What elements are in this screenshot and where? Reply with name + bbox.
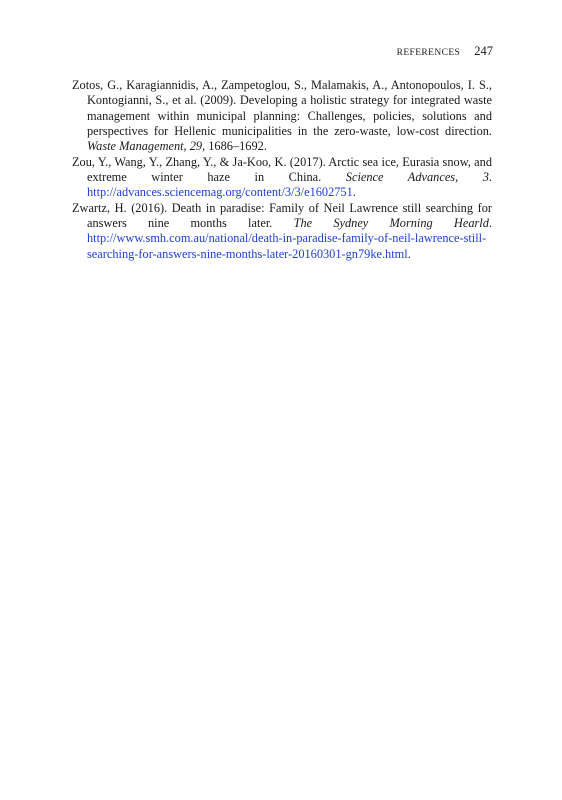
reference-entry	[72, 78, 492, 155]
reference-list	[72, 78, 492, 262]
reference-end: .	[352, 185, 356, 200]
reference-pages: , 1686–1692.	[202, 139, 267, 154]
reference-text: Zou, Y., Wang, Y., Zhang, Y., & Ja-Koo, K. (2017). Arctic sea ice, Eurasia snow, and extreme winter haze in China.	[72, 154, 492, 185]
reference-end: .	[407, 246, 411, 261]
reference-source: Waste Management, 29	[87, 139, 203, 154]
running-head: REFERENCES	[396, 48, 461, 58]
reference-entry	[72, 155, 492, 201]
reference-separator: .	[488, 170, 492, 185]
reference-separator: .	[488, 216, 492, 231]
reference-entry	[72, 201, 492, 262]
reference-text: Zwartz, H. (2016). Death in paradise: Family of Neil Lawrence still searching for answers nine months later.	[72, 200, 492, 231]
page-number: 247	[474, 44, 493, 58]
page-header	[397, 44, 493, 59]
reference-source: Science Advances, 3	[345, 170, 489, 185]
reference-link[interactable]: http://www.smh.com.au/national/death-in-paradise-family-of-neil-lawrence-still-searching-for-answers-nine-months-later-20160301-gn79ke.html	[87, 231, 487, 261]
reference-link[interactable]: http://advances.sciencemag.org/content/3/3/e1602751	[87, 185, 353, 200]
reference-source: The Sydney Morning Hearld	[293, 216, 489, 231]
reference-text: Zotos, G., Karagiannidis, A., Zampetoglou, S., Malamakis, A., Antonopoulos, I. S., Kontogianni, S., et al. (2009). Developing a holistic strategy for integrated waste management within municipal planning: Challenges, policies, solutions and perspectives for Hellenic municipalities in the zero-waste, low-cost direction.	[72, 78, 492, 139]
